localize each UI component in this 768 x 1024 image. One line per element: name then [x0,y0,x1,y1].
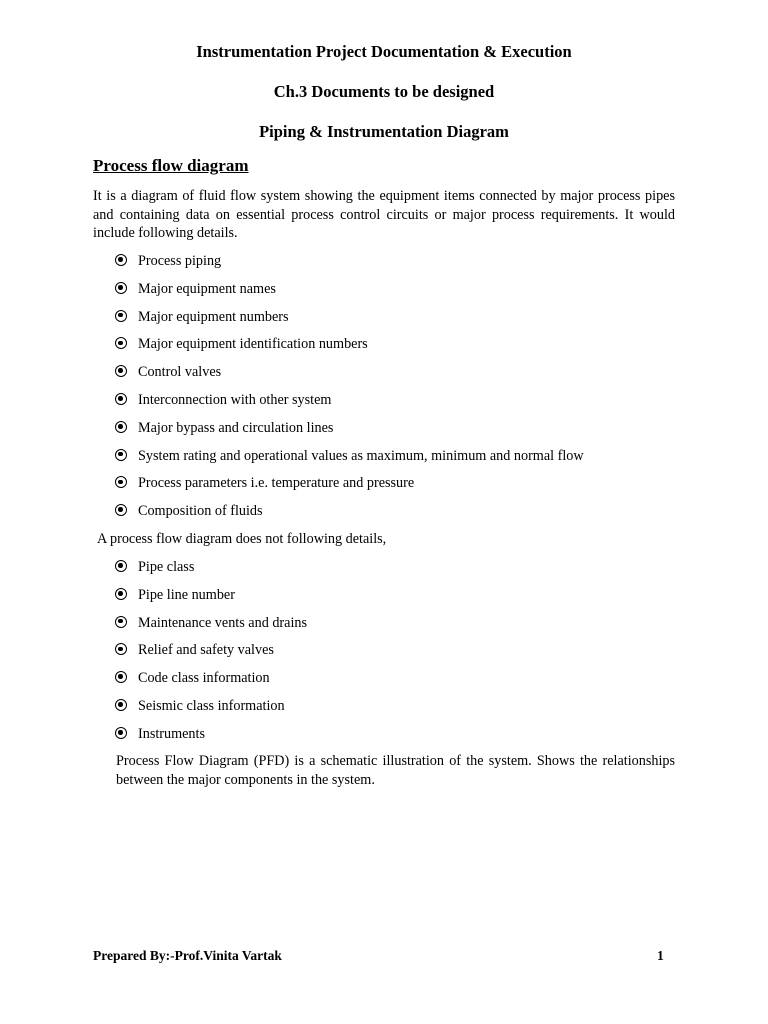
circled-dot-bullet-icon [115,365,127,377]
list-item-text: Interconnection with other system [138,391,332,408]
circled-dot-bullet-icon [115,560,127,572]
list-item [115,614,307,642]
list-item [115,641,307,669]
page-number: 1 [657,948,664,963]
list-item-text: Composition of fluids [138,503,263,520]
list-item-text: Code class information [138,670,270,687]
circled-dot-bullet-icon [115,449,127,461]
list-item-text: Process parameters i.e. temperature and pressure [138,475,415,492]
circled-dot-bullet-icon [115,699,127,711]
circled-dot-bullet-icon [115,476,127,488]
circled-dot-bullet-icon [115,671,127,683]
list-item-text: System rating and operational values as maximum, minimum and normal flow [138,447,584,464]
list-item-text: Maintenance vents and drains [138,614,308,631]
circled-dot-bullet-icon [115,310,127,322]
list-item-text: Process piping [138,253,222,269]
excludes-lead: A process flow diagram does not following details, [97,531,387,547]
list-item [115,335,584,363]
list-item [115,308,584,336]
list-item [115,363,584,391]
list-item [115,447,584,475]
list-item [115,697,307,725]
circled-dot-bullet-icon [115,254,127,266]
list-item-text: Major bypass and circulation lines [138,419,334,436]
list-item [115,502,584,530]
chapter-title: Ch.3 Documents to be designed [273,82,495,101]
excludes-list [115,558,307,753]
circled-dot-bullet-icon [115,504,127,516]
includes-list [115,252,584,530]
list-item [115,280,584,308]
circled-dot-bullet-icon [115,337,127,349]
list-item-text: Major equipment names [138,280,276,297]
circled-dot-bullet-icon [115,643,127,655]
list-item [115,669,307,697]
topic-title: Piping & Instrumentation Diagram [259,122,509,141]
list-item [115,252,584,280]
list-item-text: Pipe line number [138,586,235,603]
list-item-text: Control valves [138,364,222,381]
intro-paragraph: It is a diagram of fluid flow system showing the equipment items connected by major process pipes and containing data on essential process control circuits or major process requirements. It would include following details. [93,188,675,241]
list-item-text: Relief and safety valves [138,642,274,659]
list-item-text: Major equipment identification numbers [138,336,368,353]
list-item [115,558,307,586]
list-item-text: Seismic class information [138,697,285,714]
circled-dot-bullet-icon [115,727,127,739]
list-item-text: Pipe class [138,559,195,575]
circled-dot-bullet-icon [115,393,127,405]
list-item-text: Major equipment numbers [138,308,289,325]
list-item [115,586,307,614]
circled-dot-bullet-icon [115,421,127,433]
list-item [115,391,584,419]
list-item [115,474,584,502]
circled-dot-bullet-icon [115,616,127,628]
circled-dot-bullet-icon [115,282,127,294]
prepared-by: Prepared By:-Prof.Vinita Vartak [93,948,282,963]
list-item [115,419,584,447]
list-item-text: Instruments [138,725,205,742]
circled-dot-bullet-icon [115,588,127,600]
pfd-definition: Process Flow Diagram (PFD) is a schematic illustration of the system. Shows the relationships between the major components in the system. [116,753,675,788]
course-title: Instrumentation Project Documentation & Execution [196,42,572,61]
list-item [115,725,307,753]
section-heading: Process flow diagram [93,156,249,175]
